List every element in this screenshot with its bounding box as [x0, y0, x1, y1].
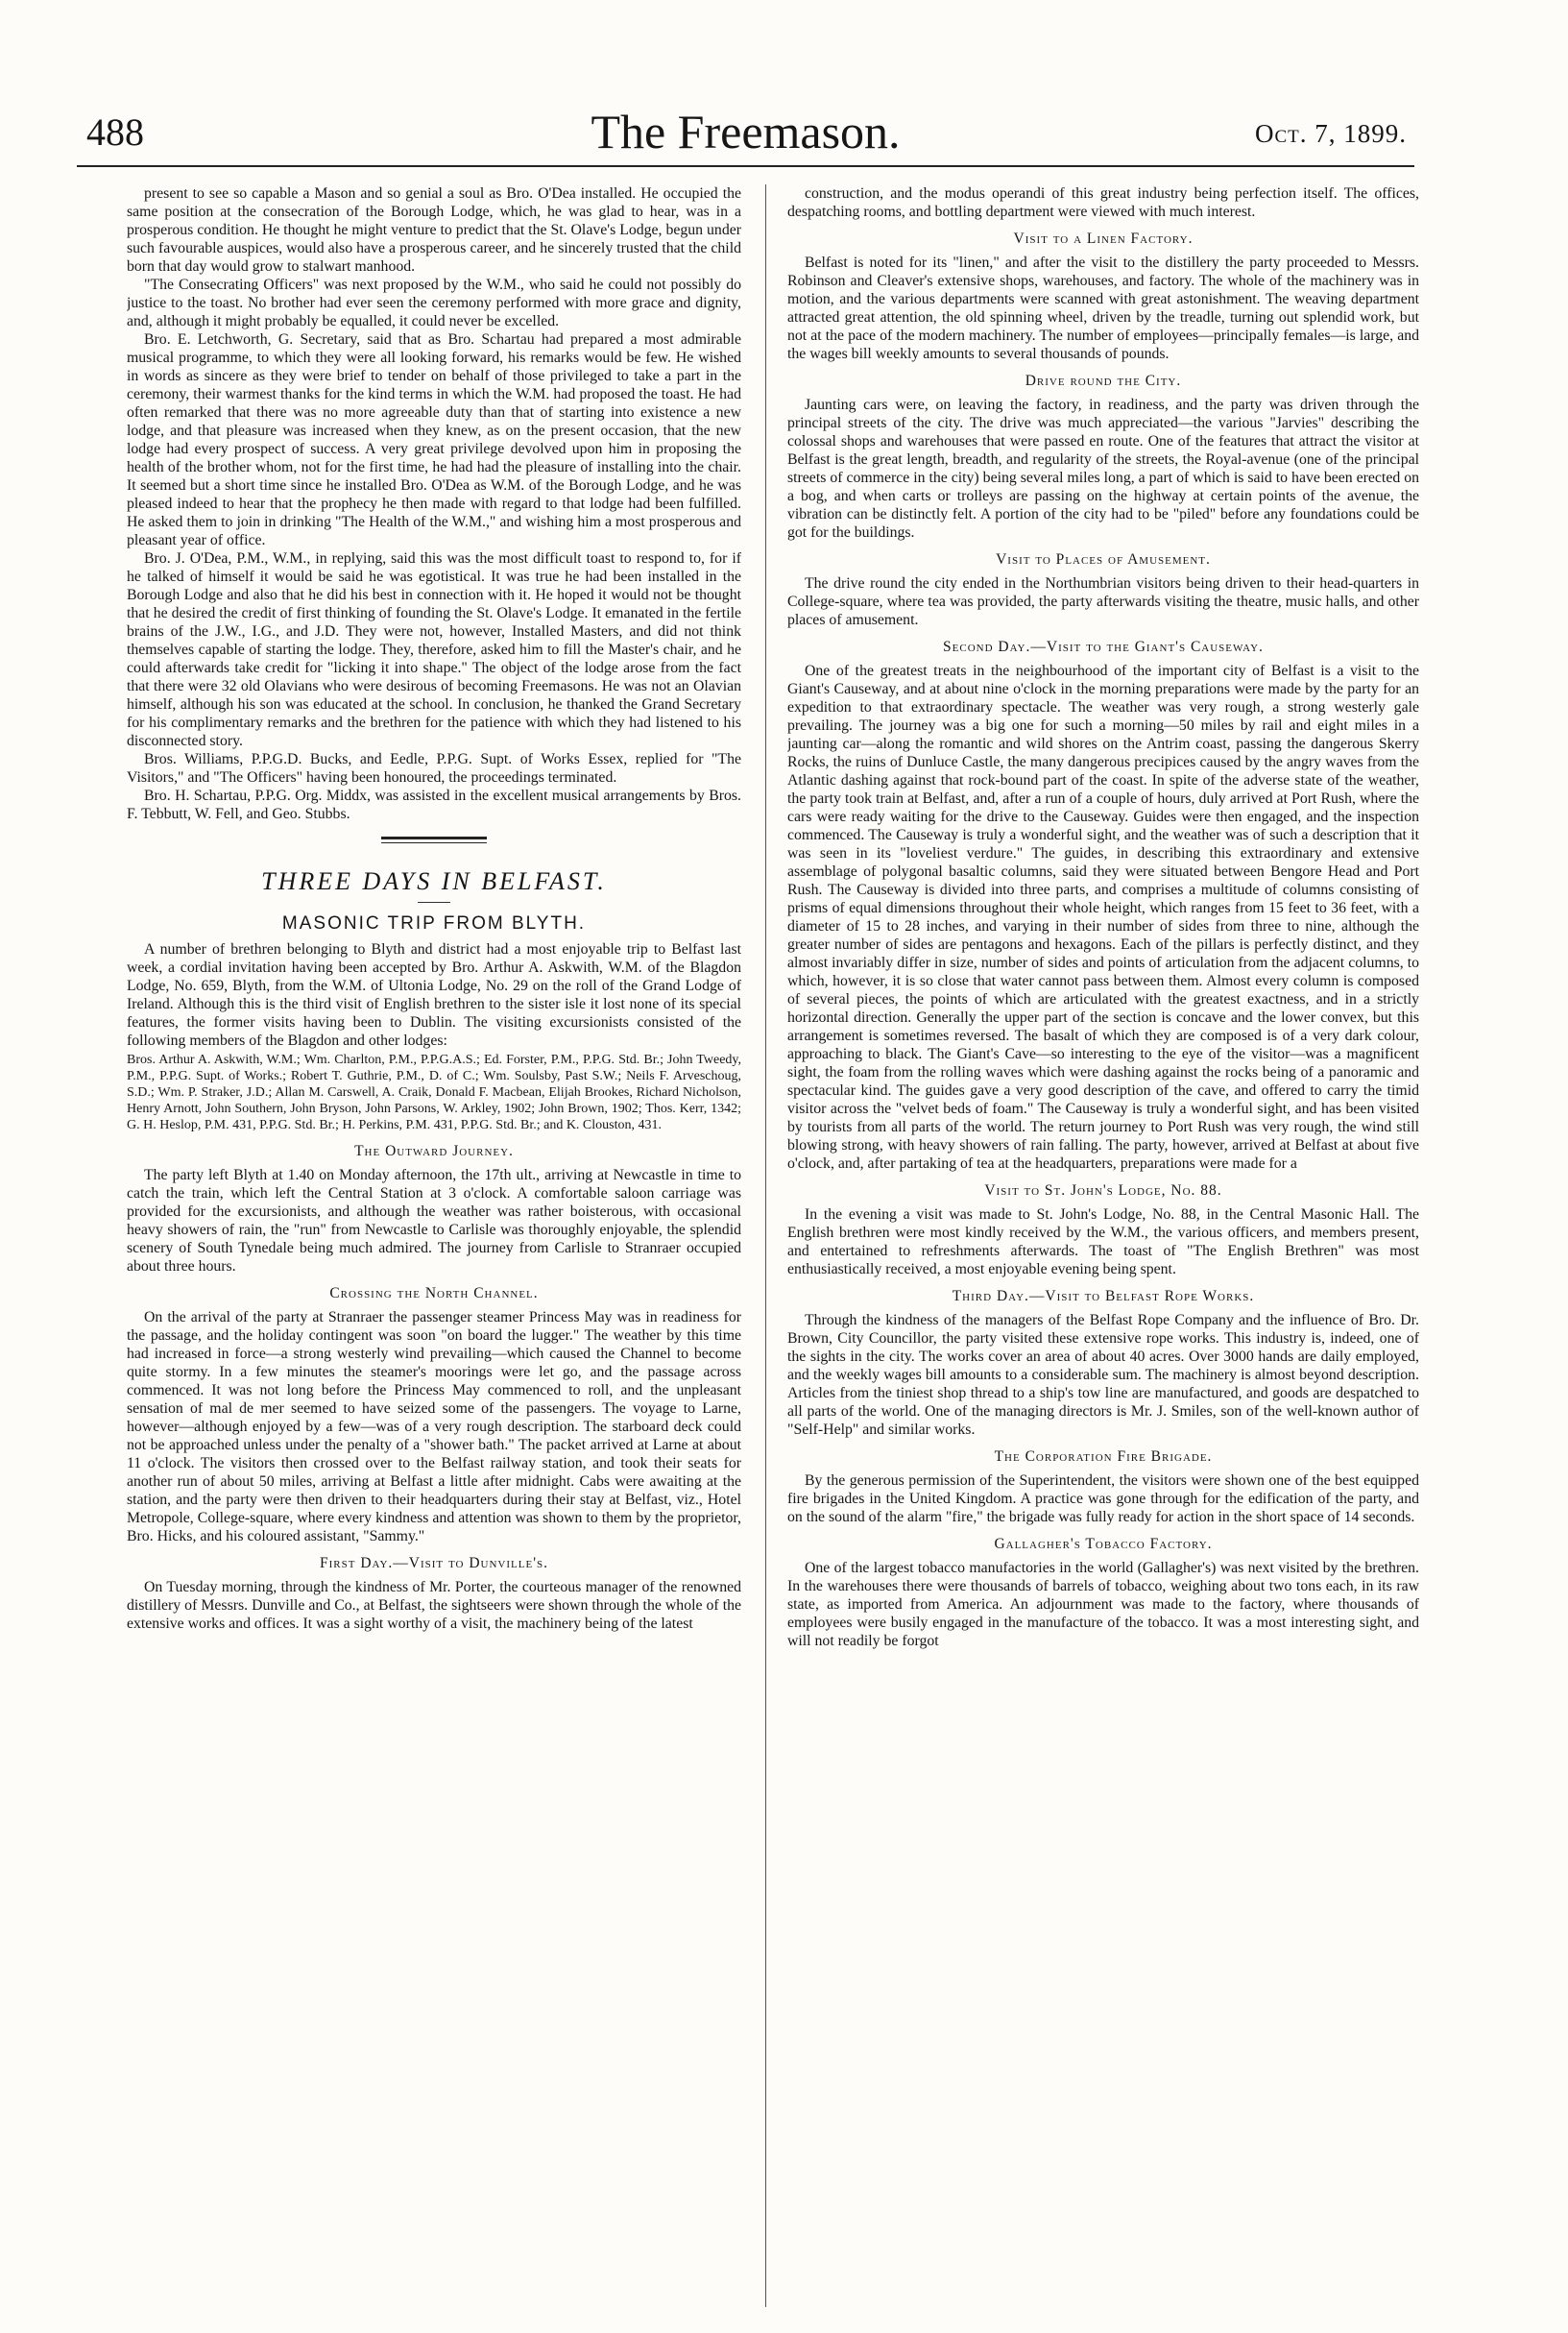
article-paragraph: Bros. Williams, P.P.G.D. Bucks, and Eedle, P.P.G. Supt. of Works Essex, replied for "The Visitors," and "The Officers" having been honoured, the proceedings terminated.	[127, 751, 741, 786]
article-paragraph: The drive round the city ended in the Northumbrian visitors being driven to their head-quarters in College-square, where tea was provided, the party afterwards visiting the theatre, music halls, and other places of amusement.	[787, 575, 1419, 628]
section-heading: Drive round the City.	[1025, 373, 1182, 389]
article-paragraph: Bro. E. Letchworth, G. Secretary, said that as Bro. Schartau had prepared a most admirable musical programme, to which they were all looking forward, his remarks would be few. He wished in words as sincere as they were brief to tender on behalf of those privileged to take a part in the ceremony, their warmest thanks for the kind terms in which the W.M. had proposed the toast. He had often remarked that there was no more agreeable duty than that of starting into existence a new lodge, and that pleasure was increased when they knew, as on the present occasion, that the new lodge had every prospect of success. A very great privilege devolved upon him in proposing the health of the brother whom, not for the first time, he had had the pleasure of installing into the chair. It seemed but a short time since he installed Bro. O'Dea as W.M. of the Borough Lodge, and he was pleased indeed to hear that the prophecy he then made with regard to that lodge had been fulfilled. He asked them to join in drinking "The Health of the W.M.," and wishing him a most prosperous and pleasant year of office.	[127, 331, 741, 548]
article-paragraph: One of the largest tobacco manufactories in the world (Gallagher's) was next visited by the brethren. In the warehouses there were thousands of barrels of tobacco, weighing about two tons each, in its raw state, as imported from America. An adjournment was made to the factory, where thousands of employees were busily engaged in the manufacture of the tobacco. It was a most interesting sight, and will not readily be forgot	[787, 1560, 1419, 1649]
article-subheadline: MASONIC TRIP FROM BLYTH.	[281, 913, 587, 934]
column-divider	[765, 184, 766, 2307]
article-paragraph: Through the kindness of the managers of the Belfast Rope Company and the influence of Bro. Dr. Brown, City Councillor, the party visited these extensive rope works. This industry is, indeed, one of the sights in the city. The works cover an area of about 40 acres. Over 3000 hands are daily employed, and the weekly wages bill amounts to a considerable sum. The machinery is almost beyond description. Articles from the tiniest shop thread to a ship's tow line are manufactured, and goods are despatched to all parts of the world. One of the managing directors is Mr. J. Smiles, son of the well-known author of "Self-Help" and similar works.	[787, 1312, 1419, 1438]
article-paragraph: A number of brethren belonging to Blyth and district had a most enjoyable trip to Belfast last week, a cordial invitation having been accepted by Bro. Arthur A. Askwith, W.M. of the Blagdon Lodge, No. 659, Blyth, from the W.M. of Ultonia Lodge, No. 29 on the roll of the Grand Lodge of Ireland. Although this is the third visit of English brethren to the sister isle it lost none of its special features, the former visits having been to Dublin. The visiting excursionists consisted of the following members of the Blagdon and other lodges:	[127, 941, 741, 1049]
article-paragraph: construction, and the modus operandi of this great industry being perfection itself. The offices, despatching rooms, and bottling department were viewed with much interest.	[787, 185, 1419, 220]
article-paragraph: One of the greatest treats in the neighbourhood of the important city of Belfast is a visit to the Giant's Causeway, and at about nine o'clock in the morning preparations were made by the party for an expedition to that extraordinary spectacle. The weather was very rough, a strong westerly gale prevailing. The journey was a big one for such a morning—50 miles by rail and eight miles in a jaunting car—along the romantic and wild shores on the Antrim coast, passing the dangerous Skerry Rocks, the ruins of Dunluce Castle, the many dangerous precipices caused by the angry waves from the Atlantic dashing against that rock-bound part of the coast. In spite of the adverse state of the weather, the party took train at Belfast, and, after a run of a couple of hours, duly arrived at Port Rush, where the cars were ready waiting for the drive to the Causeway. Guides were then engaged, and the inspection commenced. The Causeway is truly a wonderful sight, and the weather was of such a description that it was seen in its "loveliest verdure." The guides, in describing this extraordinary and extensive assemblage of polygonal basaltic columns, said they were situated between Bengore Head and Port Rush. The Causeway is divided into three parts, and comprises a multitude of columns consisting of prisms of equal dimensions throughout their whole height, which ranges from 15 feet to 36 feet, with a diameter of 15 to 28 inches, and varying in their number of sides from three to nine, although the greater number of sides are pentagons and hexagons. Each of the pillars is perfectly distinct, and they almost invariably differ in size, number of sides and points of articulation from the adjacent columns, to which, however, it is so close that water cannot pass between them. Almost every column is composed of several pieces, the points of which are articulated with the greatest exactness, and in a strictly horizontal direction. Generally the upper part of the section is concave and the lower convex, but this arrangement is sometimes reversed. The basalt of which they are composed is of a very dark colour, approaching to black. The Giant's Cave—so interesting to the eye of the visitor—was a magnificent sight, the foam from the rolling waves which were dashing against the rocks being of a panoramic and spectacular kind. The guides gave a very good description of the cave, and offered to carry the timid visitor across the "velvet beds of foam." The Causeway is truly a wonderful sight, and has been visited by tourists from all parts of the world. The return journey to Port Rush was very rough, the wind still blowing strong, with heavy showers of rain falling. The party, however, arrived at Belfast at about five o'clock, and, after partaking of tea at the headquarters, preparations were made for a	[787, 663, 1419, 1172]
section-heading: Crossing the North Channel.	[329, 1285, 539, 1301]
article-paragraph: In the evening a visit was made to St. John's Lodge, No. 88, in the Central Masonic Hall. The English brethren were most kindly received by the W.M., the various officers, and members present, and entertained to refreshments afterwards. The toast of "The English Brethren" was most enthusiastically received, a most enjoyable evening being spent.	[787, 1206, 1419, 1277]
article-paragraph: Bro. H. Schartau, P.P.G. Org. Middx, was assisted in the excellent musical arrangements by Bros. F. Tebbutt, W. Fell, and Geo. Stubbs.	[127, 788, 741, 822]
section-heading: Visit to Places of Amusement.	[996, 551, 1211, 568]
article-paragraph: On the arrival of the party at Stranraer the passenger steamer Princess May was in readiness for the passage, and the holiday contingent was soon "on board the lugger." The weather by this time had increased in force—a strong westerly wind prevailing—which caused the Channel to become quite stormy. In a few minutes the steamer's moorings were let go, and the passage across commenced. It was not long before the Princess May commenced to roll, and the unpleasant sensation of mal de mer seemed to have seized some of the passengers. The voyage to Larne, however—although enjoyed by a few—was of a very rough description. The starboard deck could not be approached unless under the penalty of a "shower bath." The packet arrived at Larne at about 11 o'clock. The visitors then crossed over to the Belfast railway station, and took their seats for another run of about 50 miles, arriving at Belfast a little after midnight. Cabs were awaiting at the station, and the party were then driven to their headquarters during their stay at Belfast, viz., Hotel Metropole, College-square, where every kindness and attention was shown to them by the proprietor, Bro. Hicks, and his coloured assistant, "Sammy."	[127, 1309, 741, 1544]
section-heading: Visit to St. John's Lodge, No. 88.	[984, 1182, 1222, 1199]
section-heading: Visit to a Linen Factory.	[1013, 231, 1194, 247]
article-paragraph: present to see so capable a Mason and so genial a soul as Bro. O'Dea installed. He occupied the same position at the consecration of the Borough Lodge, which, he was glad to hear, was in a prosperous condition. He thought he might venture to predict that the St. Olave's Lodge, begun under such favourable auspices, would also have a prosperous career, and he sincerely trusted that the child born that day would grow to stalwart manhood.	[127, 185, 741, 275]
section-rule	[381, 837, 487, 843]
article-paragraph: On Tuesday morning, through the kindness of Mr. Porter, the courteous manager of the renowned distillery of Messrs. Dunville and Co., at Belfast, the sightseers were shown through the whole of the extensive works and offices. It was a sight worthy of a visit, the machinery being of the latest	[127, 1579, 741, 1632]
article-paragraph: Belfast is noted for its "linen," and after the visit to the distillery the party proceeded to Messrs. Robinson and Cleaver's extensive shops, warehouses, and factory. The whole of the machinery was in motion, and the various departments were scanned with great astonishment. The weaving department attracted great attention, the old spinning wheel, driven by the treadle, turning out splendid work, but not at the pace of the modern machinery. The number of employees—principally females—is large, and the wages bill weekly amounts to several thousands of pounds.	[787, 255, 1419, 362]
article-paragraph: Jaunting cars were, on leaving the factory, in readiness, and the party was driven through the principal streets of the city. The drive was much appreciated—the various "Jarvies" describing the colossal shops and warehouses that were passed en route. One of the features that attract the visitor at Belfast is the great length, breadth, and regularity of the streets, the Royal-avenue (one of the principal streets of commerce in the city) being several miles long, a part of which is said to have been erected on a bog, and when carts or trolleys are passing on the highway at certain points of the avenue, the vibration can be distinctly felt. A portion of the city had to be "piled" before any foundations could be got for the buildings.	[787, 397, 1419, 541]
newspaper-title: The Freemason.	[591, 105, 901, 158]
article-paragraph: "The Consecrating Officers" was next proposed by the W.M., who said he could not possibly do justice to the toast. No brother had ever seen the ceremony performed with more grace and dignity, and, although it might probably be equalled, it could never be excelled.	[127, 277, 741, 329]
section-heading: Second Day.—Visit to the Giant's Causeway.	[943, 639, 1264, 655]
headline-dash	[418, 902, 450, 903]
member-list: Bros. Arthur A. Askwith, W.M.; Wm. Charlton, P.M., P.P.G.A.S.; Ed. Forster, P.M., P.P.G. Std. Br.; John Tweedy, P.M., P.P.G. Supt. of Works.; Robert T. Guthrie, P.M., D. of C.; Wm. Soulsby, Past S.W.; Neils F. Arveschoug, S.D.; Wm. P. Straker, J.D.; Allan M. Carswell, A. Craik, Donald F. Macbean, Elijah Brookes, Richard Nicholson, Henry Arnott, John Southern, John Bryson, John Parsons, W. Arkley, 1902; John Brown, 1902; Thos. Kerr, 1342; G. H. Heslop, P.M. 431, P.P.G. Std. Br.; H. Perkins, P.M. 431, P.P.G. Std. Br.; and K. Clouston, 431.	[127, 1053, 741, 1132]
section-heading: The Outward Journey.	[354, 1143, 514, 1159]
left-column	[127, 184, 741, 2307]
right-column	[787, 184, 1419, 2307]
section-heading: The Corporation Fire Brigade.	[994, 1448, 1213, 1465]
article-headline: THREE DAYS IN BELFAST.	[261, 867, 607, 895]
section-heading: Gallagher's Tobacco Factory.	[994, 1536, 1213, 1552]
article-paragraph: Bro. J. O'Dea, P.M., W.M., in replying, said this was the most difficult toast to respond to, for if he talked of himself it would be said he was egotistical. It was true he had been installed in the Borough Lodge and also that he did his best in connection with it. He hoped it would not be thought that he desired the credit of first thinking of founding the St. Olave's Lodge. It emanated in the fertile brains of the J.W., I.G., and J.D. They were not, however, Installed Masters, and did not think themselves capable of starting the lodge. They, therefore, asked him to fill the Master's chair, and he could afterwards take credit for "licking it into shape." The object of the lodge arose from the fact that there were 32 old Olavians who were desirous of becoming Freemasons. He was not an Olavian himself, although his son was educated at the school. In conclusion, he thanked the Grand Secretary for his complimentary remarks and the brethren for the patience with which they had listened to his disconnected story.	[127, 550, 741, 749]
page-number: 488	[86, 110, 144, 154]
masthead	[77, 104, 1414, 167]
section-heading: Third Day.—Visit to Belfast Rope Works.	[952, 1288, 1255, 1304]
article-paragraph: The party left Blyth at 1.40 on Monday afternoon, the 17th ult., arriving at Newcastle in time to catch the train, which left the Central Station at 3 o'clock. A comfortable saloon carriage was provided for the excursionists, and although the weather was rather boisterous, with occasional heavy showers of rain, the "run" from Newcastle to Carlisle was thoroughly enjoyable, the splendid scenery of South Tynedale being much admired. The journey from Carlisle to Stranraer occupied about three hours.	[127, 1167, 741, 1275]
article-paragraph: By the generous permission of the Superintendent, the visitors were shown one of the best equipped fire brigades in the United Kingdom. A practice was gone through for the edification of the party, and on the sound of the alarm "fire," the brigade was fully ready for action in the short space of 14 seconds.	[787, 1472, 1419, 1525]
section-heading: First Day.—Visit to Dunville's.	[320, 1555, 548, 1571]
issue-date: Oct. 7, 1899.	[1254, 119, 1407, 148]
